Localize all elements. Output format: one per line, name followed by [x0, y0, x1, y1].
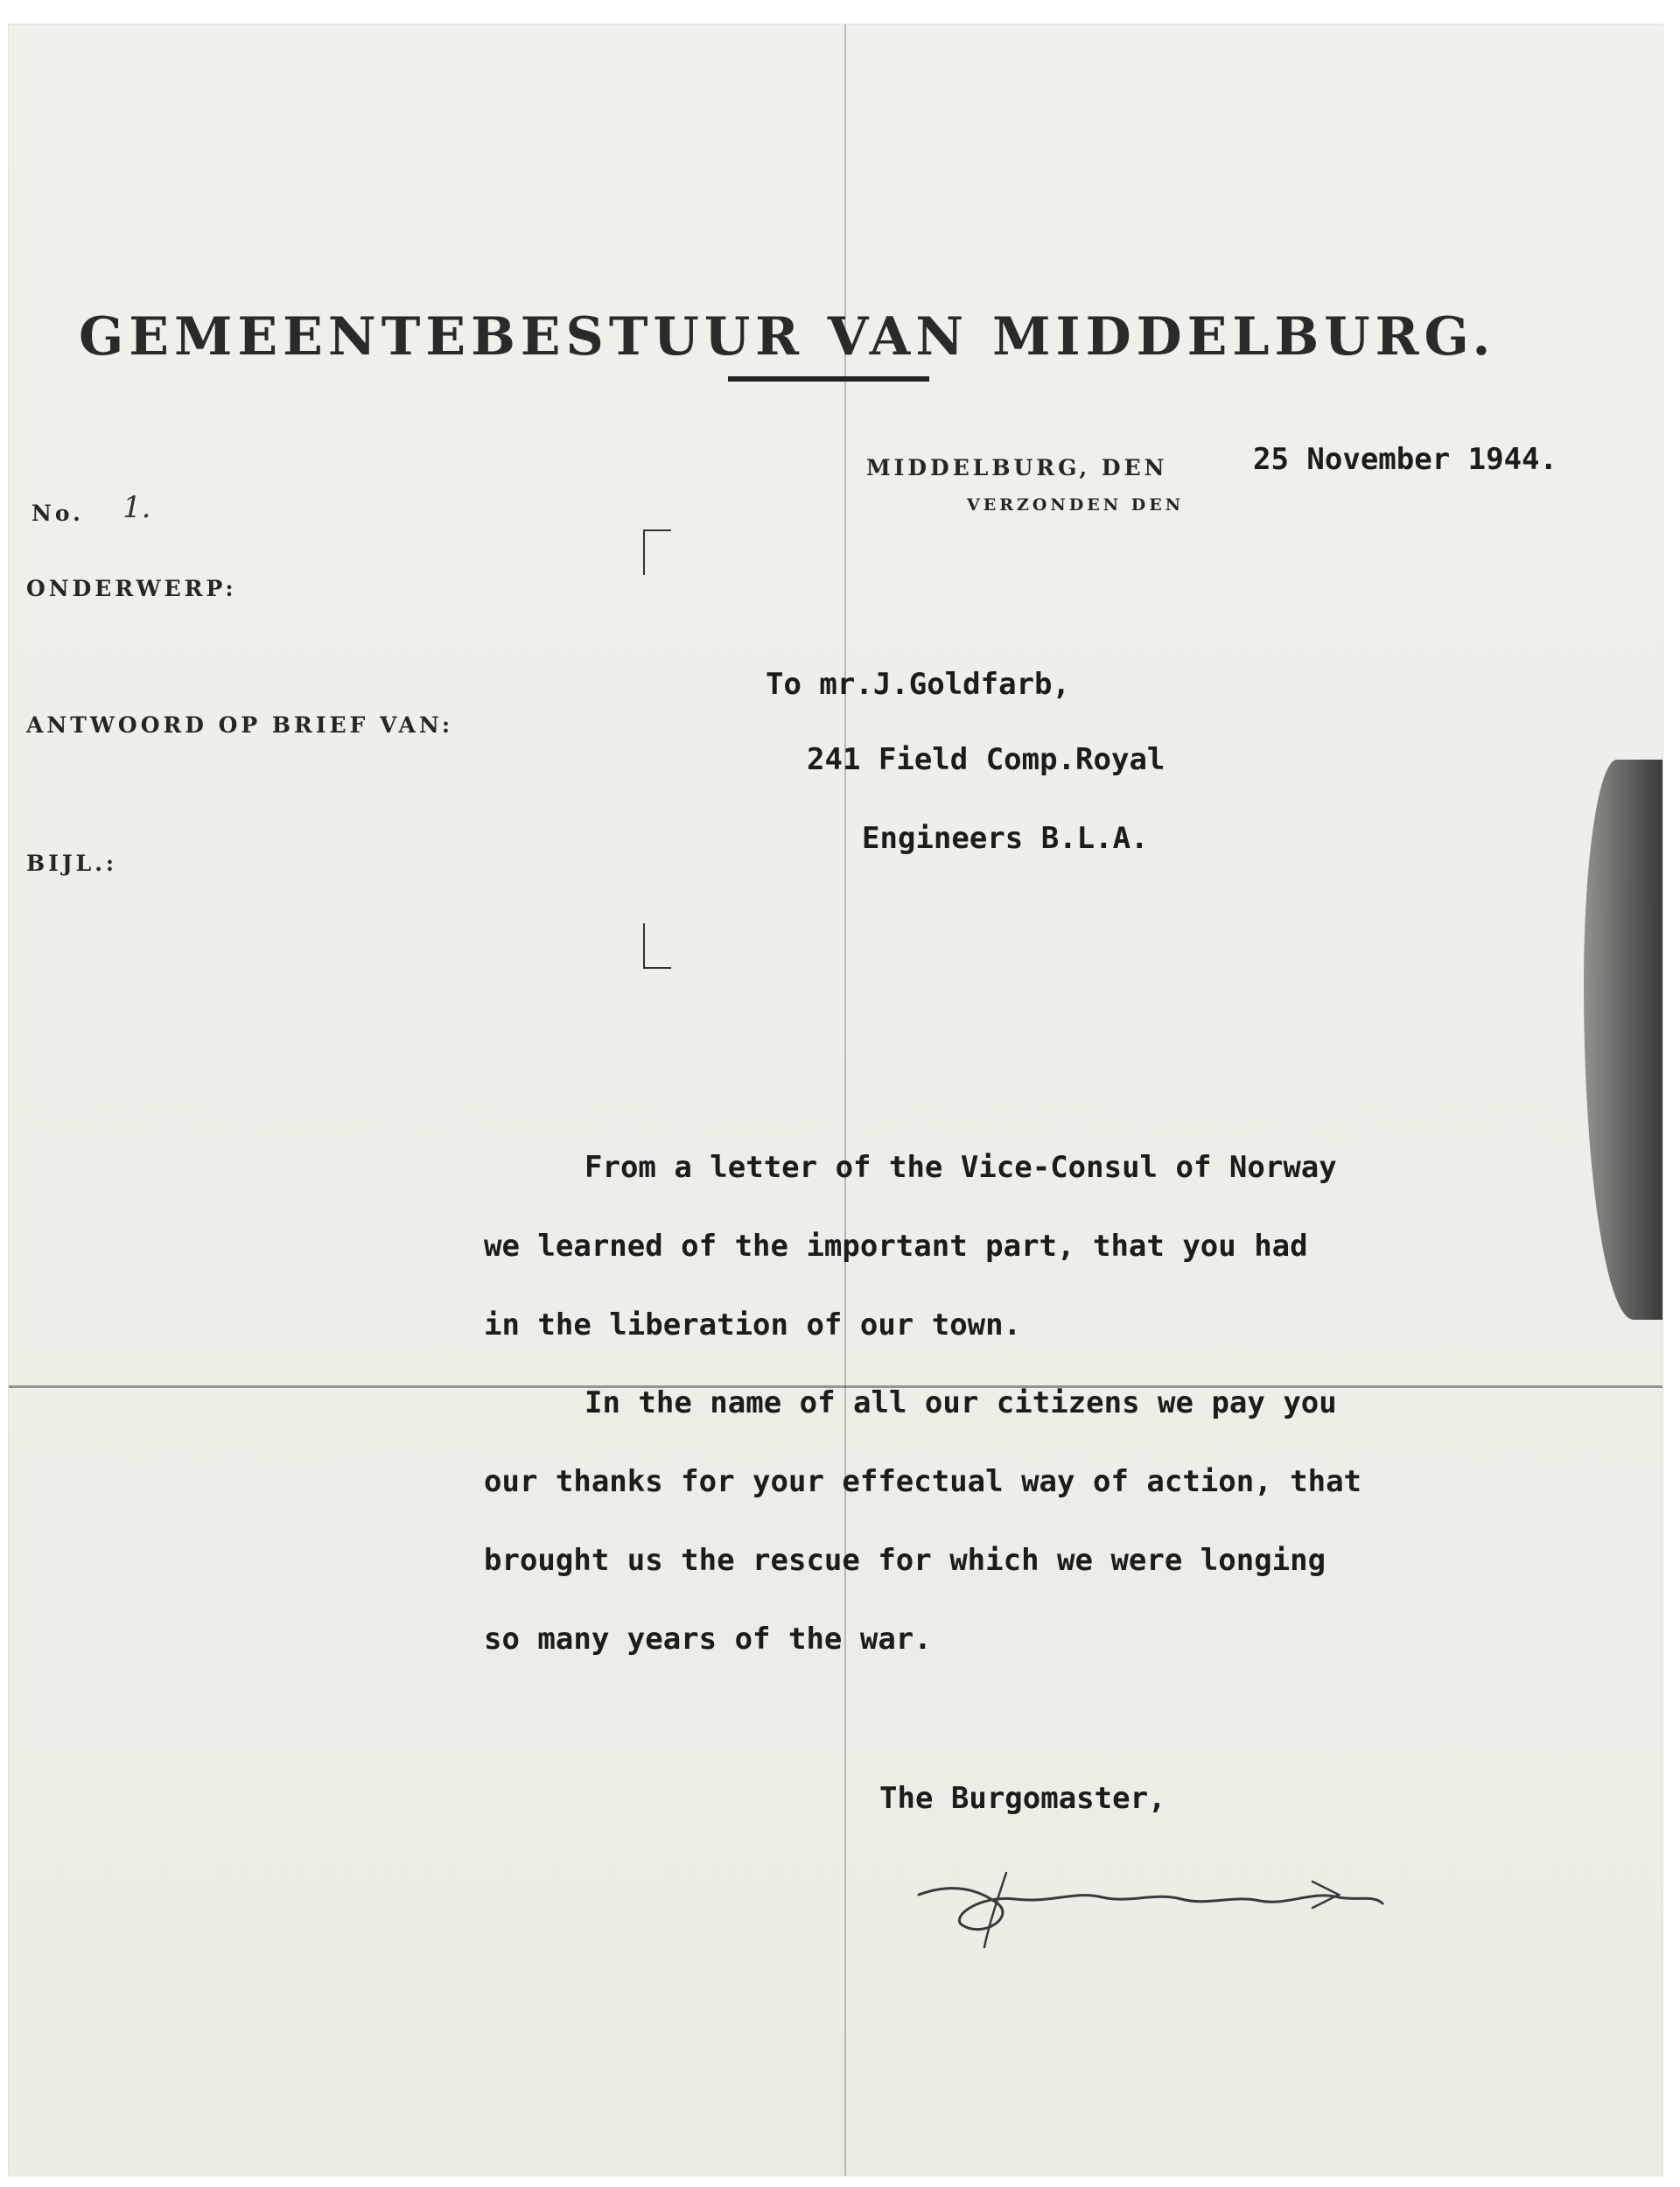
- sent-label: VERZONDEN DEN: [967, 495, 1185, 515]
- body-line-7: so many years of the war.: [484, 1622, 932, 1657]
- body-line-1: From a letter of the Vice-Consul of Norway: [584, 1150, 1337, 1185]
- edge-stain: [1584, 760, 1662, 1320]
- letterhead-title: GEMEENTEBESTUUR VAN MIDDELBURG.: [79, 306, 1496, 368]
- address-corner-bottom: [643, 923, 671, 969]
- number-value: 1.: [122, 490, 151, 525]
- address-line-2: 241 Field Comp.Royal: [807, 742, 1166, 777]
- body-line-6: brought us the rescue for which we were longing: [484, 1543, 1326, 1578]
- number-label: No.: [32, 501, 84, 526]
- body-line-5: our thanks for your effectual way of action, that: [484, 1464, 1362, 1499]
- place-label: MIDDELBURG, DEN: [866, 455, 1168, 480]
- address-line-3: Engineers B.L.A.: [862, 821, 1149, 856]
- body-line-3: in the liberation of our town.: [484, 1307, 1022, 1342]
- letterhead-underline: [728, 376, 929, 382]
- body-line-2: we learned of the important part, that you had: [484, 1229, 1308, 1264]
- enclosures-label: BIJL.:: [26, 851, 118, 876]
- body-line-4: In the name of all our citizens we pay you: [584, 1385, 1337, 1420]
- burgomaster-signature: [901, 1855, 1391, 1952]
- address-corner-top: [643, 529, 671, 575]
- signatory-title: The Burgomaster,: [879, 1781, 1166, 1816]
- letter-date: 25 November 1944.: [1253, 442, 1558, 477]
- address-line-1: To mr.J.Goldfarb,: [766, 667, 1070, 702]
- reply-to-label: ANTWOORD OP BRIEF VAN:: [26, 712, 454, 738]
- subject-label: ONDERWERP:: [26, 576, 237, 601]
